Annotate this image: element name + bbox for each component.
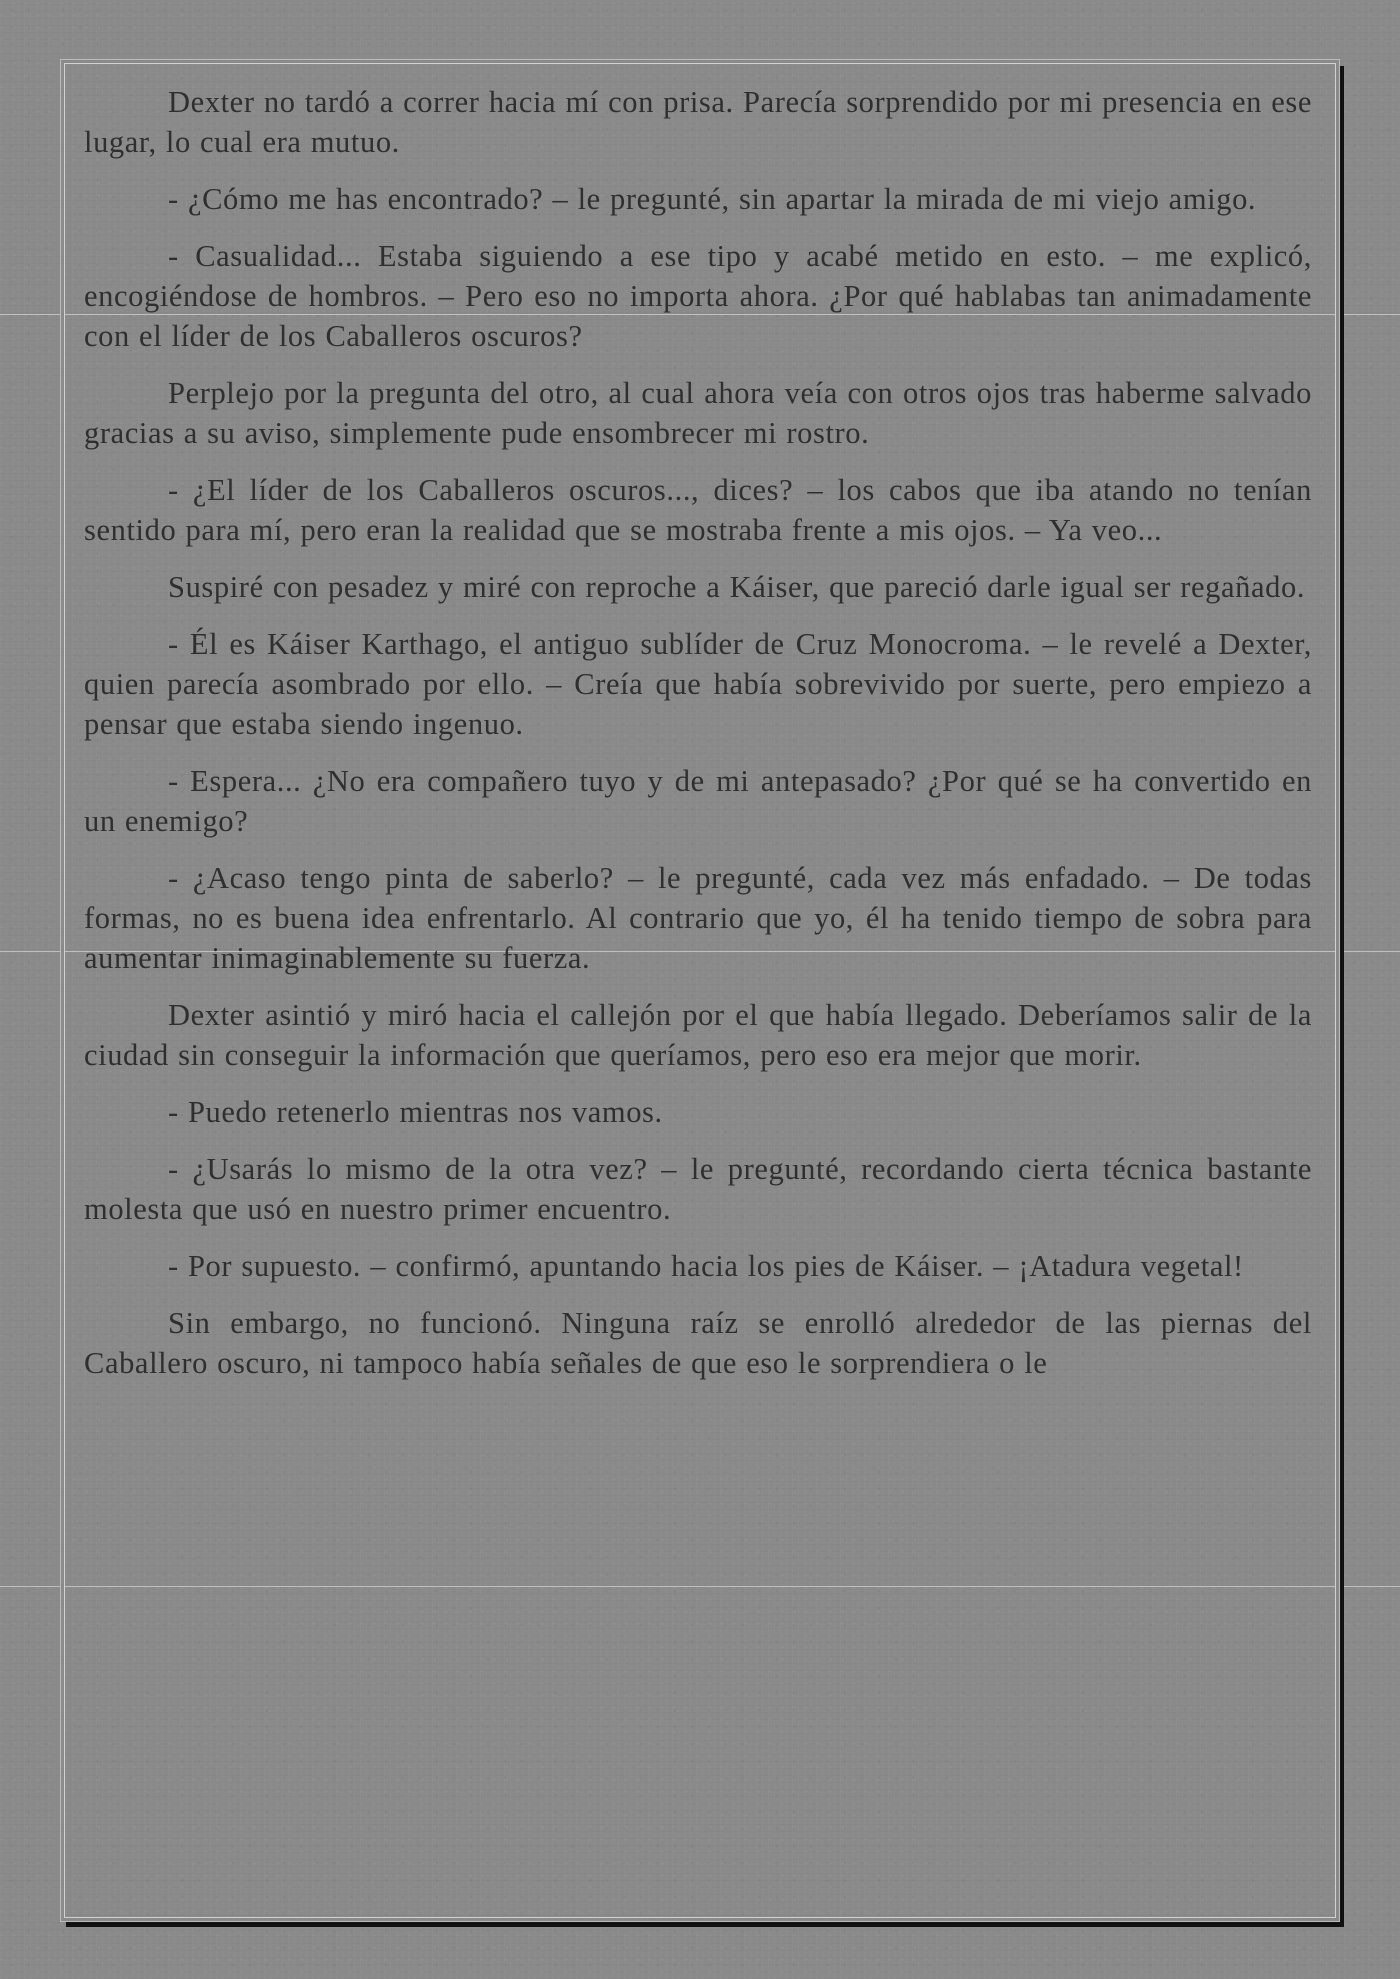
paragraph: Perplejo por la pregunta del otro, al cual ahora veía con otros ojos tras haberme salvado gracias a su aviso, simplemente pude ensombrecer mi rostro. — [84, 376, 1312, 450]
paragraph: - Él es Káiser Karthago, el antiguo sublíder de Cruz Monocroma. – le revelé a Dexter, quien parecía asombrado por ello. – Creía que había sobrevivido por suerte, pero empiezo a pensar que estaba siendo ingenuo. — [84, 627, 1312, 741]
paragraph: - Espera... ¿No era compañero tuyo y de mi antepasado? ¿Por qué se ha convertido en un enemigo? — [84, 764, 1312, 838]
paragraph: - Puedo retenerlo mientras nos vamos. — [168, 1095, 663, 1129]
paragraph: - ¿Usarás lo mismo de la otra vez? – le pregunté, recordando cierta técnica bastante molesta que usó en nuestro primer encuentro. — [84, 1152, 1312, 1226]
paragraph: - ¿El líder de los Caballeros oscuros..., dices? – los cabos que iba atando no tenían sentido para mí, pero eran la realidad que se mostraba frente a mis ojos. – Ya veo... — [84, 473, 1312, 547]
page-text — [84, 82, 1312, 1400]
paragraph: - Casualidad... Estaba siguiendo a ese tipo y acabé metido en esto. – me explicó, encogiéndose de hombros. – Pero eso no importa ahora. ¿Por qué hablabas tan animadamente con el líder de los Caballeros oscuros? — [84, 239, 1312, 353]
paragraph: Suspiré con pesadez y miré con reproche a Káiser, que pareció darle igual ser regañado. — [168, 570, 1306, 604]
paragraph: - ¿Cómo me has encontrado? – le pregunté, sin apartar la mirada de mi viejo amigo. — [168, 182, 1257, 216]
paragraph: Dexter asintió y miró hacia el callejón por el que había llegado. Deberíamos salir de la ciudad sin conseguir la información que queríamos, pero eso era mejor que morir. — [84, 998, 1312, 1072]
paragraph: - Por supuesto. – confirmó, apuntando hacia los pies de Káiser. – ¡Atadura vegetal! — [168, 1249, 1244, 1283]
paragraph: - ¿Acaso tengo pinta de saberlo? – le pregunté, cada vez más enfadado. – De todas formas, no es buena idea enfrentarlo. Al contrario que yo, él ha tenido tiempo de sobra para aumentar inimaginablemente su fuerza. — [84, 861, 1312, 975]
paragraph: Sin embargo, no funcionó. Ninguna raíz se enrolló alrededor de las piernas del Caballero oscuro, ni tampoco había señales de que eso le sorprendiera o le — [84, 1306, 1312, 1380]
paragraph: Dexter no tardó a correr hacia mí con prisa. Parecía sorprendido por mi presencia en ese lugar, lo cual era mutuo. — [84, 85, 1312, 159]
